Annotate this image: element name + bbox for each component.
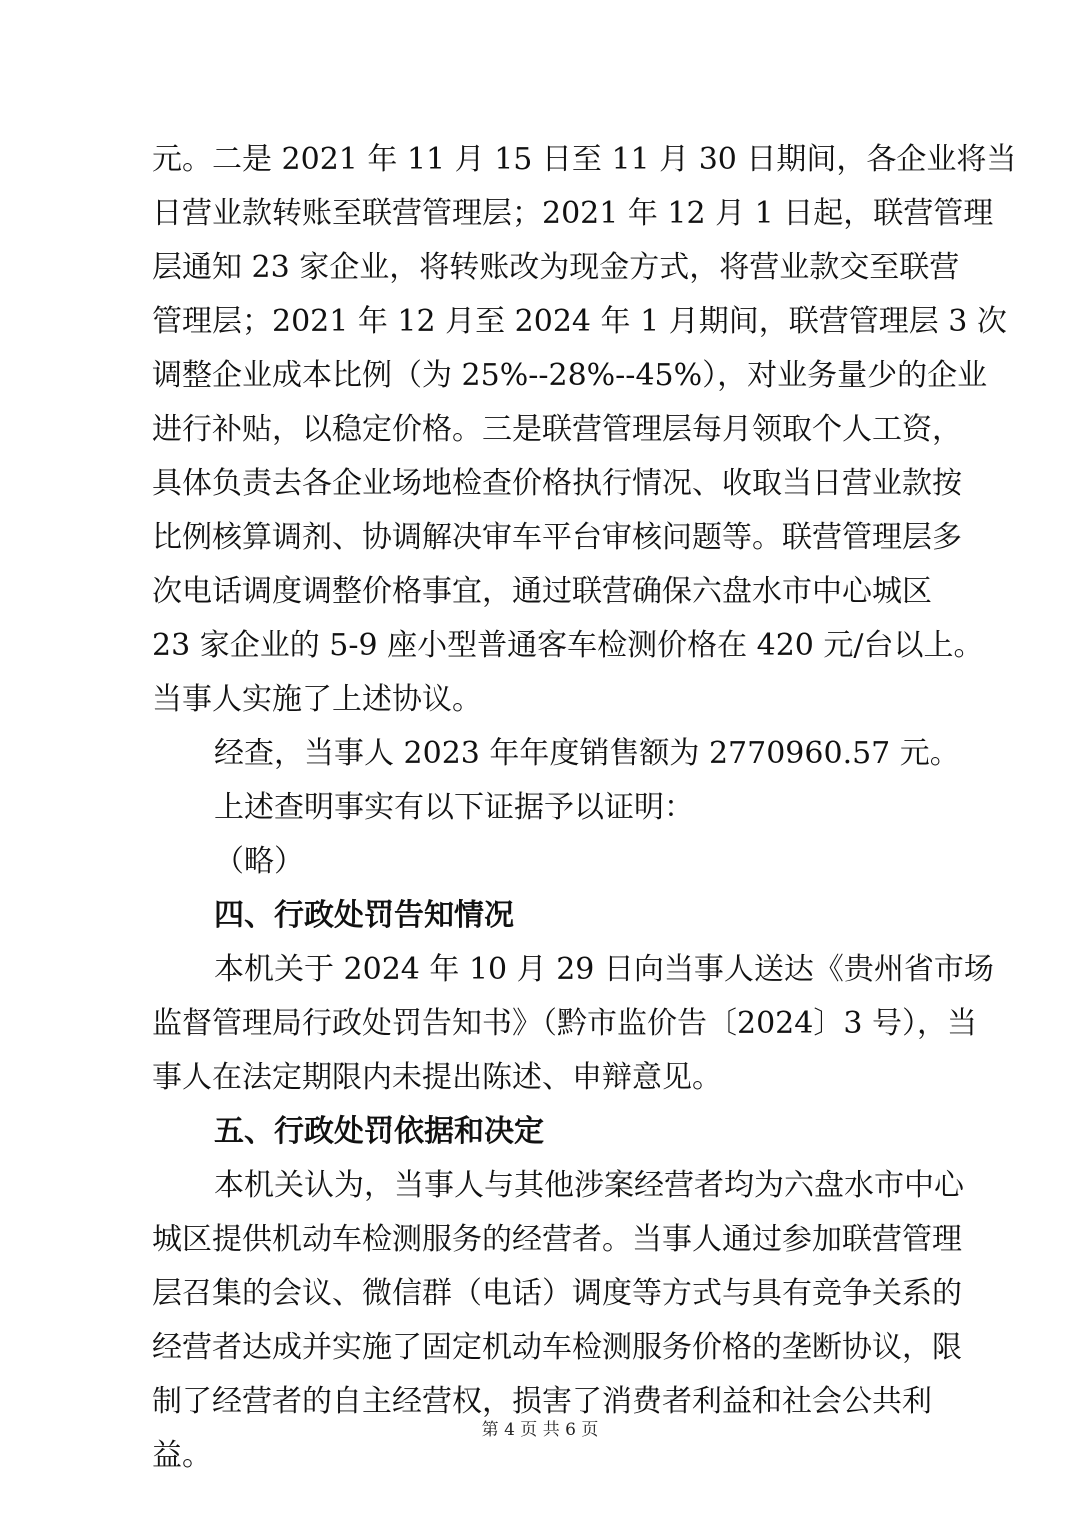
body-line: 调整企业成本比例（为 25%--28%--45%），对业务量少的企业 xyxy=(152,358,988,393)
section-heading-decision: 五、行政处罚依据和决定 xyxy=(214,1114,544,1149)
evidence-omitted: （略） xyxy=(214,844,304,879)
body-line: 当事人实施了上述协议。 xyxy=(152,682,482,717)
body-line: 本机关于 2024 年 10 月 29 日向当事人送达《贵州省市场 xyxy=(214,952,994,987)
section-heading-notice: 四、行政处罚告知情况 xyxy=(214,898,514,933)
body-line: 制了经营者的自主经营权，损害了消费者利益和社会公共利 xyxy=(152,1384,932,1419)
body-line: 层召集的会议、微信群（电话）调度等方式与具有竞争关系的 xyxy=(152,1276,962,1311)
page-number: 第 4 页 共 6 页 xyxy=(481,1420,599,1440)
body-line: 本机关认为，当事人与其他涉案经营者均为六盘水市中心 xyxy=(214,1168,964,1203)
body-line: 经营者达成并实施了固定机动车检测服务价格的垄断协议，限 xyxy=(152,1330,962,1365)
body-line: 益。 xyxy=(152,1438,212,1473)
body-line: 23 家企业的 5-9 座小型普通客车检测价格在 420 元/台以上。 xyxy=(152,628,984,663)
body-line: 日营业款转账至联营管理层；2021 年 12 月 1 日起，联营管理 xyxy=(152,196,994,231)
body-line: 具体负责去各企业场地检查价格执行情况、收取当日营业款按 xyxy=(152,466,962,501)
body-line: 事人在法定期限内未提出陈述、申辩意见。 xyxy=(152,1060,722,1095)
body-line: 元。二是 2021 年 11 月 15 日至 11 月 30 日期间，各企业将当 xyxy=(152,142,1017,177)
body-line: 进行补贴，以稳定价格。三是联营管理层每月领取个人工资， xyxy=(152,412,962,447)
body-line: 次电话调度调整价格事宜，通过联营确保六盘水市中心城区 xyxy=(152,574,932,609)
body-line: 管理层；2021 年 12 月至 2024 年 1 月期间，联营管理层 3 次 xyxy=(152,304,1007,339)
body-line: 比例核算调剂、协调解决审车平台审核问题等。联营管理层多 xyxy=(152,520,962,555)
evidence-intro: 上述查明事实有以下证据予以证明： xyxy=(214,790,694,825)
sales-paragraph: 经查，当事人 2023 年年度销售额为 2770960.57 元。 xyxy=(214,736,960,771)
body-line: 层通知 23 家企业，将转账改为现金方式，将营业款交至联营 xyxy=(152,250,960,285)
body-line: 城区提供机动车检测服务的经营者。当事人通过参加联营管理 xyxy=(152,1222,962,1257)
body-line: 监督管理局行政处罚告知书》（黔市监价告〔2024〕3 号），当 xyxy=(152,1006,977,1041)
document-body xyxy=(152,133,1017,1483)
